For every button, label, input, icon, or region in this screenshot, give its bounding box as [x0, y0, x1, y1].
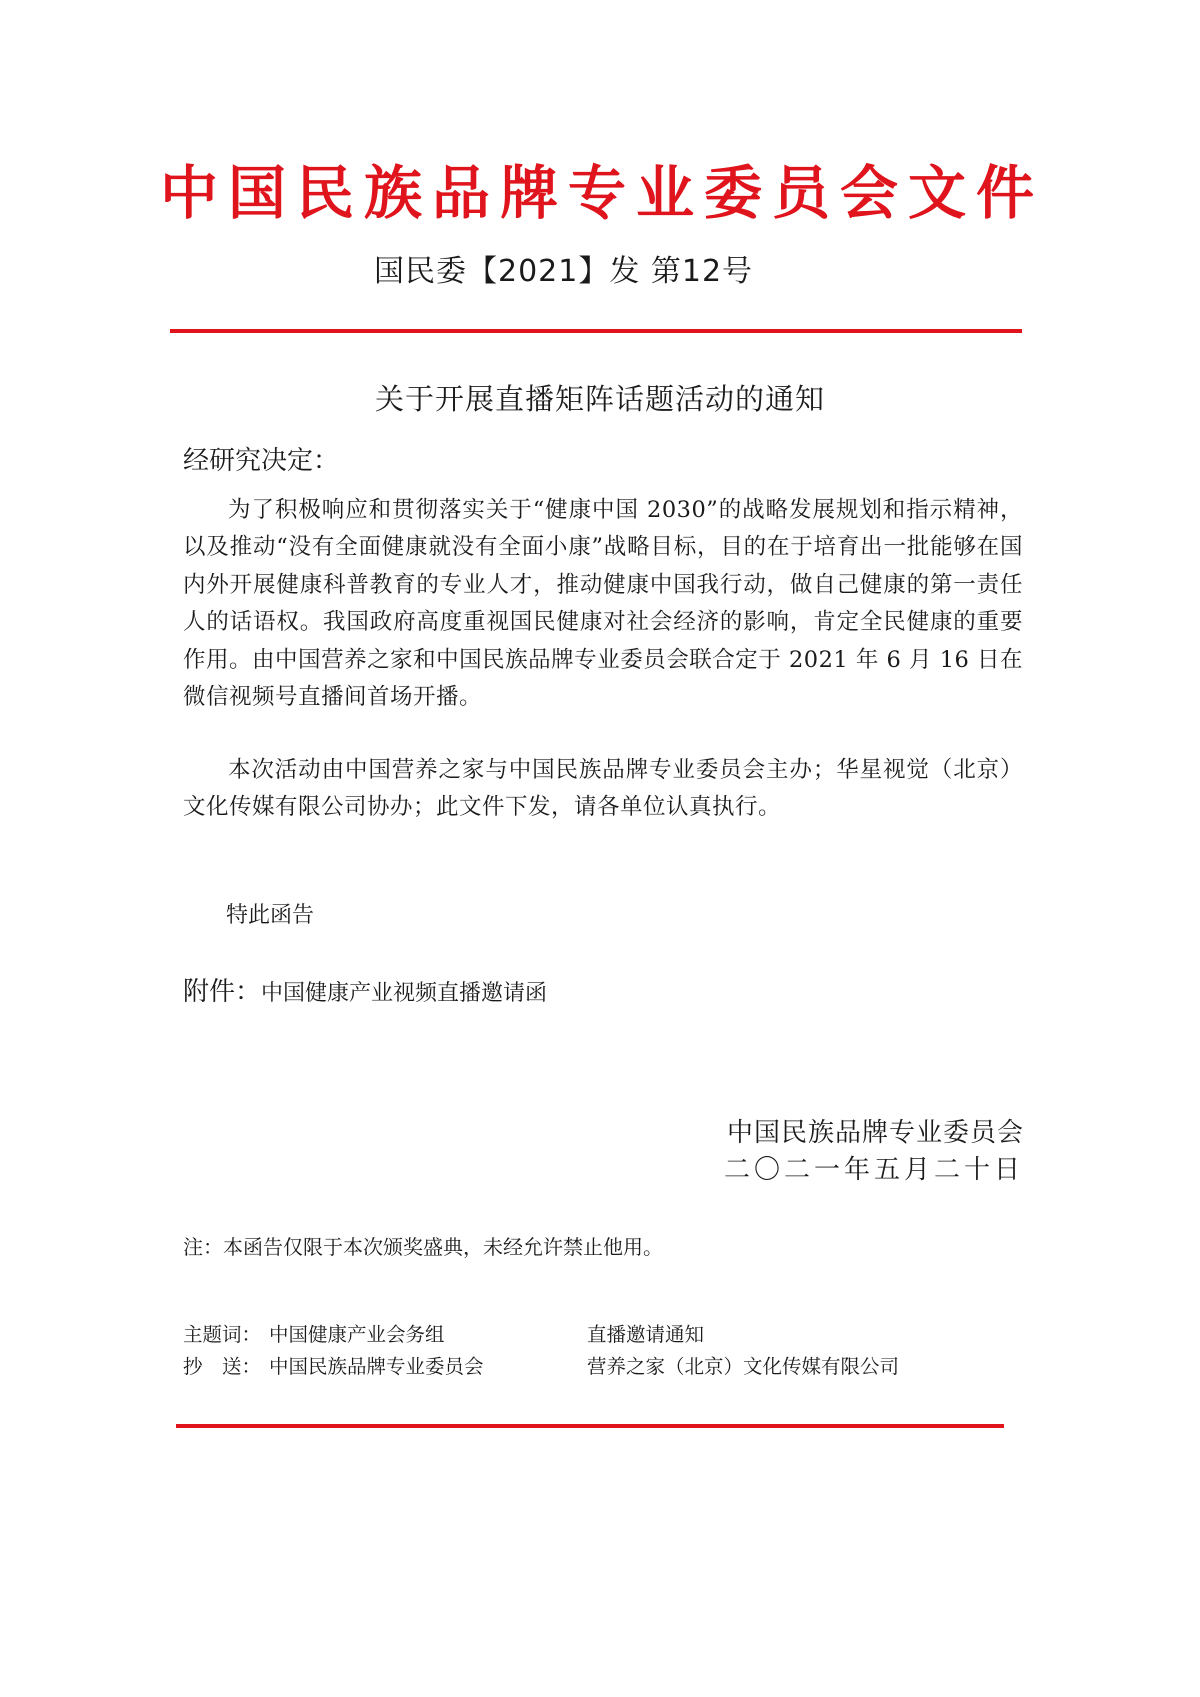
- subject-value-2: 直播邀请通知: [587, 1323, 705, 1346]
- decision-heading: 经研究决定：: [183, 446, 340, 476]
- attachment-label: 附件：: [183, 977, 262, 1007]
- footnote: 注：本函告仅限于本次颁奖盛典，未经允许禁止他用。: [183, 1235, 663, 1259]
- copy-to-value: 中国民族品牌专业委员会: [269, 1355, 484, 1378]
- subject-row: [183, 1320, 704, 1350]
- copy-to-value-2: 营养之家（北京）文化传媒有限公司: [587, 1355, 900, 1378]
- document-number: 国民委【2021】发 第12号: [374, 254, 754, 289]
- signature-organization: 中国民族品牌专业委员会: [726, 1118, 1024, 1148]
- footer-divider: [176, 1424, 1004, 1428]
- copy-to-row: [183, 1352, 899, 1382]
- body-paragraph-2: 本次活动由中国营养之家与中国民族品牌专业委员会主办；华星视觉（北京）文化传媒有限公司协办；此文件下发，请各单位认真执行。: [183, 757, 1023, 821]
- notice-title: 关于开展直播矩阵话题活动的通知: [374, 382, 825, 416]
- subject-value: 中国健康产业会务组: [269, 1323, 445, 1346]
- signature-date: 二〇二一年五月二十日: [723, 1155, 1024, 1185]
- body-paragraph-1: 为了积极响应和贯彻落实关于“健康中国 2030”的战略发展规划和指示精神，以及推动“没有全面健康就没有全面小康”战略目标，目的在于培育出一批能够在国内外开展健康科普教育的专业人才，推动健康中国我行动，做自己健康的第一责任人的话语权。我国政府高度重视国民健康对社会经济的影响，肯定全民健康的重要作用。由中国营养之家和中国民族品牌专业委员会联合定于 2021 年 6 月 16 日在微信视频号直播间首场开播。: [183, 497, 1023, 711]
- header-divider: [170, 329, 1022, 333]
- closing-line: 特此函告: [226, 903, 315, 928]
- document-header-title: 中国民族品牌专业委员会文件: [160, 159, 1045, 227]
- copy-to-label: 抄 送：: [183, 1355, 262, 1378]
- attachment-text: 中国健康产业视频直播邀请函: [261, 981, 548, 1006]
- attachment-line: [183, 972, 547, 1015]
- subject-label: 主题词：: [183, 1323, 262, 1346]
